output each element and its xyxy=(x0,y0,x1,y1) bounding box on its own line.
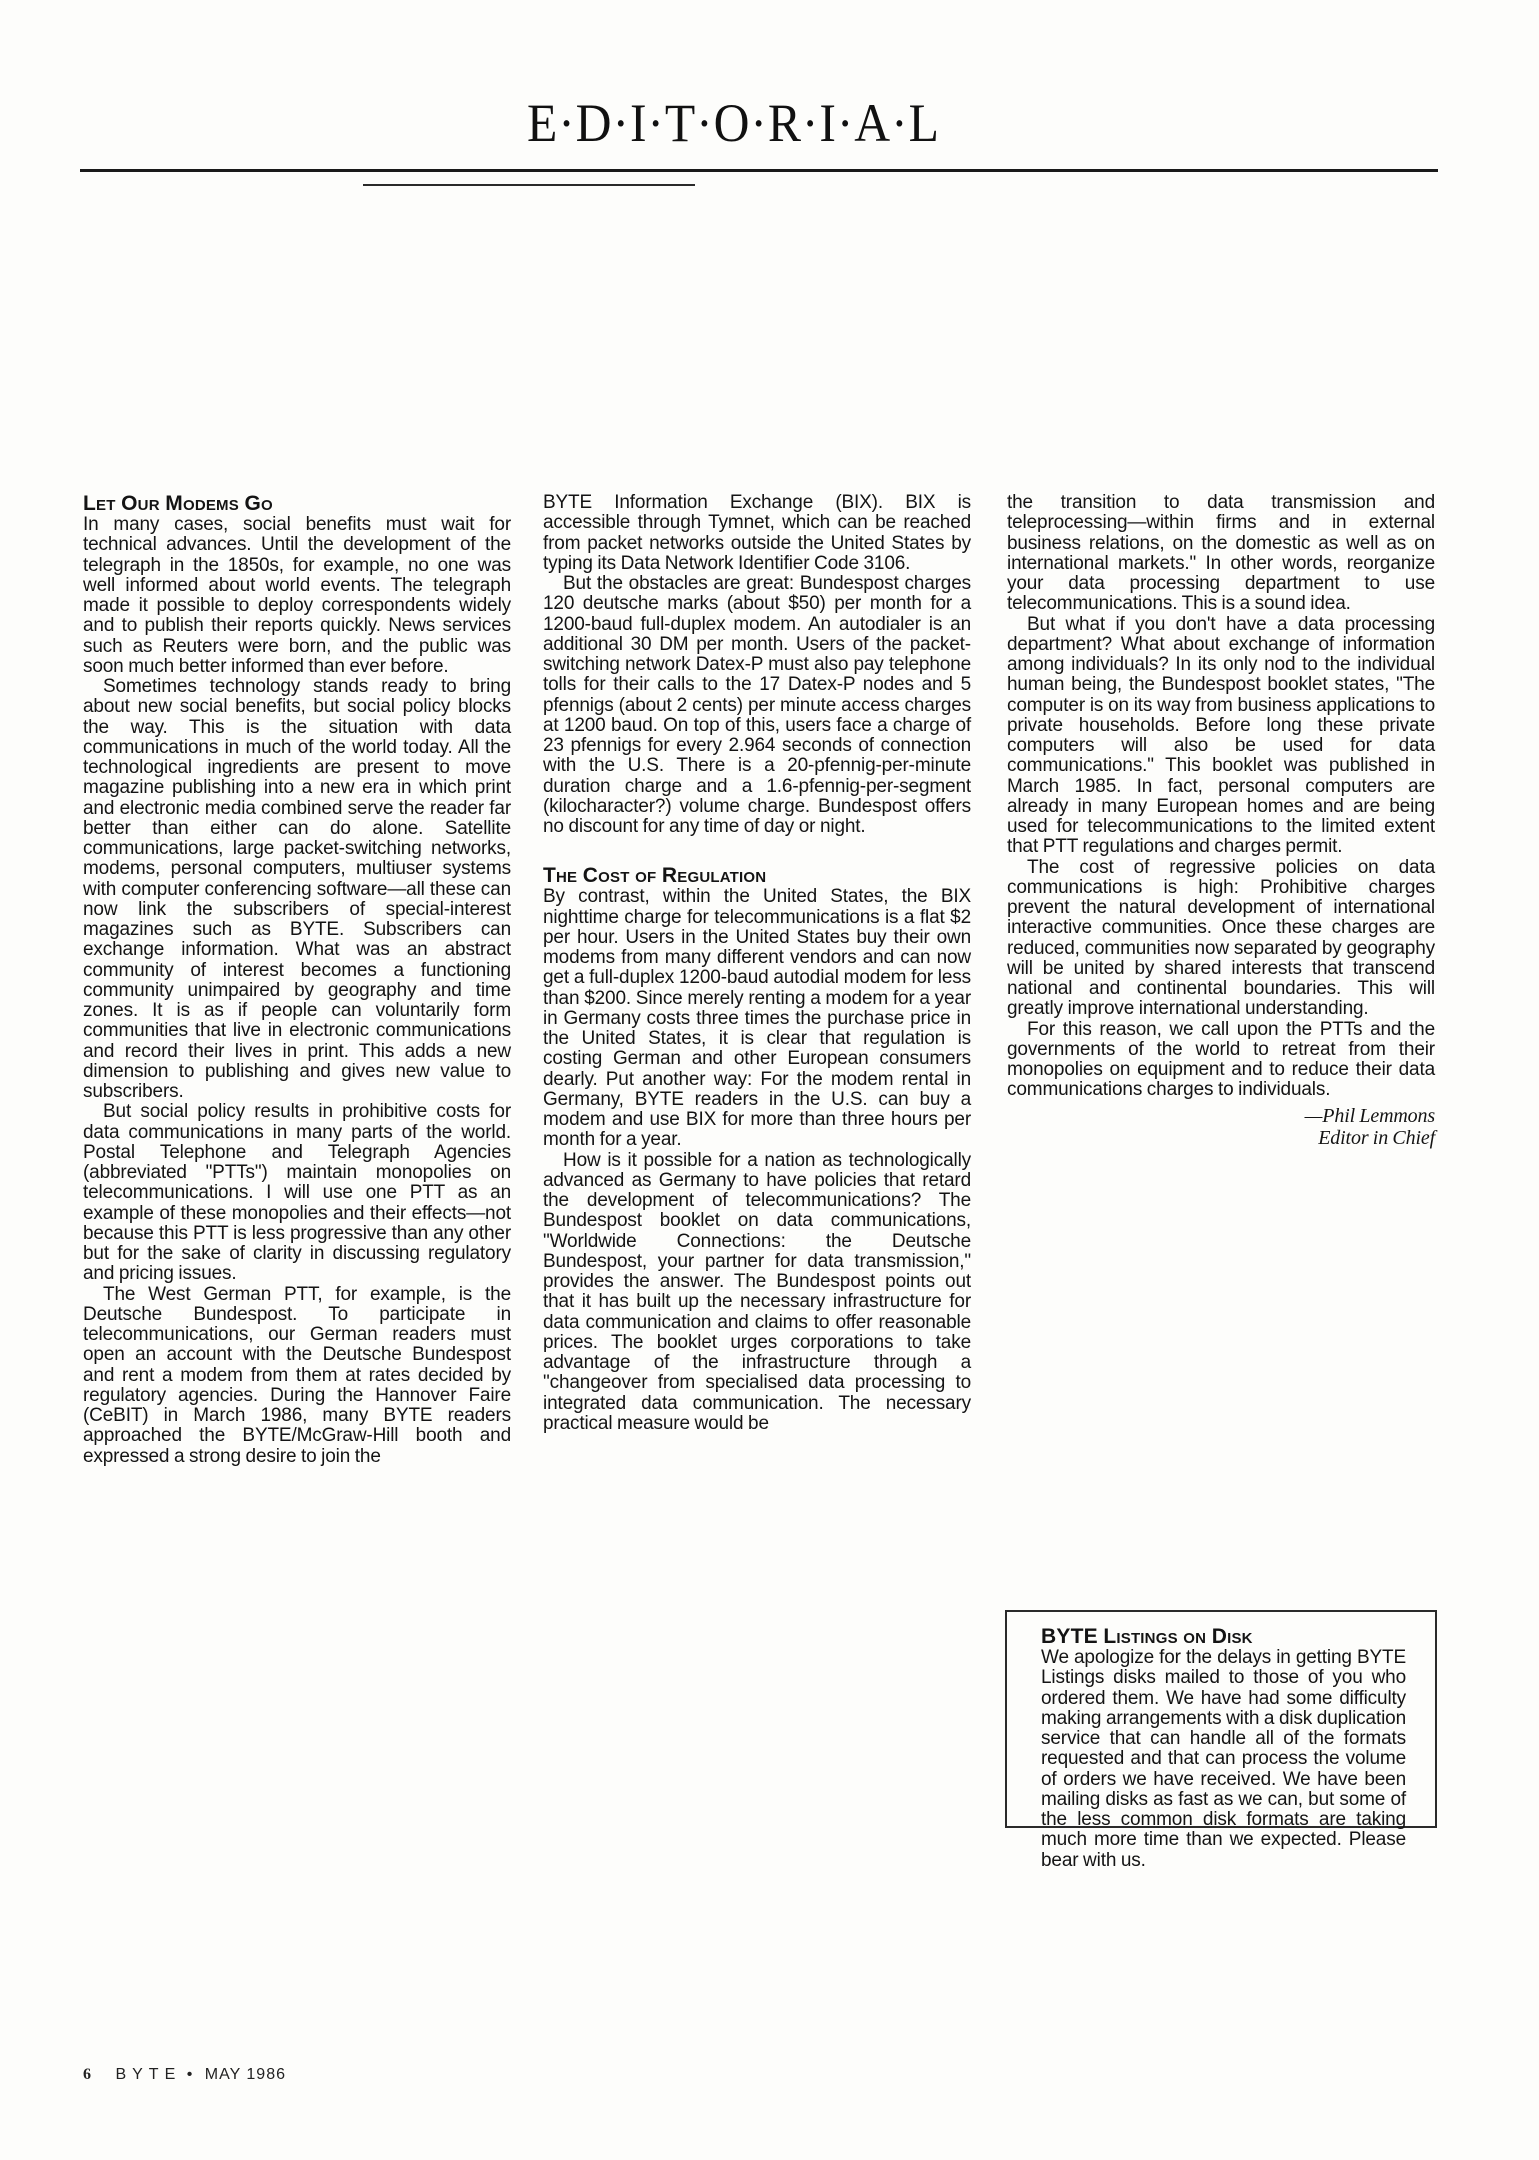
paragraph: But social policy results in prohibitive costs for data communications in many parts of the world. Postal Telephone and Telegraph Agencies (abbreviated "PTTs") maintain monopolies on telecommunications. I will use one PTT as an example of these monopolies and their effects—not because this PTT is less progressive than any other but for the sake of clarity in discussing regulatory and pricing issues. xyxy=(83,1101,511,1285)
paragraph: The West German PTT, for example, is the Deutsche Bundespost. To participate in telecommunications, our German readers must open an account with the Deutsche Bundespost and rent a modem from them at rates decided by regulatory agencies. During the Hannover Faire (CeBIT) in March 1986, many BYTE readers approached the BYTE/McGraw-Hill booth and expressed a strong desire to join the xyxy=(83,1283,511,1467)
page-footer xyxy=(83,2066,286,2084)
paragraph: the transition to data transmission and teleprocessing—within firms and in external business relations, on the domestic as well as on international markets." In other words, reorganize your data processing department to use telecommunications. This is a sound idea. xyxy=(1007,492,1435,615)
column-1 xyxy=(83,493,511,1467)
paragraph: How is it possible for a nation as technologically advanced as Germany to have policies that retard the development of telecommunications? The Bundespost booklet on data communications, "Worldwide Connections: the Deutsche Bundespost, your partner for data transmission," provides the answer. The Bundespost points out that it has built up the necessary infrastructure for data communication and claims to offer reasonable prices. The booklet urges corporations to take advantage of the infrastructure through a "changeover from specialised data processing to integrated data communication. The necessary practical measure would be xyxy=(543,1149,971,1434)
notice-body: We apologize for the delays in getting BYTE Listings disks mailed to those of you who ordered them. We have had some difficulty making arrangements with a disk duplication service that can handle all of the formats requested and that can process the volume of orders we have received. We have been mailing disks as fast as we can, but some of the less common disk formats are taking much more time than we expected. Please bear with us. xyxy=(1041,1647,1406,1871)
masthead xyxy=(0,93,1539,153)
author-signature xyxy=(1007,1105,1435,1149)
magazine-name: BYTE xyxy=(115,2066,182,2083)
masthead-short-rule xyxy=(363,184,695,186)
section-heading-let-our-modems-go: Let Our Modems Go xyxy=(83,492,273,515)
section-heading-cost-of-regulation: The Cost of Regulation xyxy=(543,864,767,888)
notice-heading: BYTE Listings on Disk xyxy=(1041,1625,1253,1648)
masthead-rule xyxy=(80,169,1438,172)
paragraph: The cost of regressive policies on data communications is high: Prohibitive charges prevent the natural development of international interactive communities. Once these charges are reduced, communities now separated by geography will be united by shared interests that transcend national and continental boundaries. This will greatly improve international understanding. xyxy=(1007,856,1435,1020)
author-name: —Phil Lemmons xyxy=(1304,1104,1435,1127)
paragraph: But what if you don't have a data processing department? What about exchange of information among individuals? In its only nod to the individual human being, the Bundespost booklet states, "The computer is on its way from business applications to private households. Before long these private computers will also be used for data communications." This booklet was published in March 1985. In fact, personal computers are already in many European homes and are being used for telecommunications to the limited extent that PTT regulations and charges permit. xyxy=(1007,613,1435,858)
paragraph: By contrast, within the United States, the BIX nighttime charge for telecommunications is a flat $2 per hour. Users in the United States buy their own modems from many different vendors and can now get a full-duplex 1200-baud autodial modem for less than $200. Since merely renting a modem for a year in Germany costs three times the purchase price in the United States, it is clear that regulation is costing German and other European consumers dearly. Put another way: For the modem rental in Germany, BYTE readers in the U.S. can buy a modem and use BIX for more than three hours per month for a year. xyxy=(543,886,971,1151)
paragraph: BYTE Information Exchange (BIX). BIX is accessible through Tymnet, which can be reached from packet networks outside the United States by typing its Data Network Identifier Code 3106. xyxy=(543,492,971,574)
column-3 xyxy=(1007,493,1435,1149)
column-2 xyxy=(543,493,971,1434)
page-number: 6 xyxy=(83,2066,92,2083)
paragraph: But the obstacles are great: Bundespost charges 120 deutsche marks (about $50) per month for a 1200-baud full-duplex modem. An autodialer is an additional 30 DM per month. Users of the packet-switching network Datex-P must also pay telephone tolls for their calls to the 17 Datex-P nodes and 5 pfennigs (about 2 cents) per minute access charges at 1200 baud. On top of this, users face a charge of 23 pfennigs for every 2.964 seconds of connection with the U.S. There is a 20-pfennig-per-minute duration charge and a 1.6-pfennig-per-segment (kilocharacter?) volume charge. Bundespost offers no discount for any time of day or night. xyxy=(543,573,971,837)
paragraph: In many cases, social benefits must wait for technical advances. Until the development of the telegraph in the 1850s, for example, no one was well informed about world events. The telegraph made it possible to deploy correspondents widely and to publish their reports quickly. News services such as Reuters were born, and the public was soon much better informed than ever before. xyxy=(83,514,511,677)
paragraph: Sometimes technology stands ready to bring about new social benefits, but social policy blocks the way. This is the situation with data communications in much of the world today. All the technological ingredients are present to move magazine publishing into a new era in which print and electronic media combined serve the reader far better than either can do alone. Satellite communications, large packet-switching networks, modems, personal computers, multiuser systems with computer conferencing software—all these can now link the subscribers of special-interest magazines such as BYTE. Subscribers can exchange information. What was an abstract community of interest becomes a functioning community unimpaired by geography and time zones. It is as if people can voluntarily form communities that live in electronic communications and record their lives in print. This adds a new dimension to publishing and gives new value to subscribers. xyxy=(83,676,511,1102)
issue-date: MAY 1986 xyxy=(204,2066,286,2083)
section-title: E·D·I·T·O·R·I·A·L xyxy=(527,93,940,153)
paragraph: For this reason, we call upon the PTTs and the governments of the world to retreat from their monopolies on equipment and to reduce their data communications charges to individuals. xyxy=(1007,1018,1435,1101)
notice-box xyxy=(1005,1610,1437,1871)
author-title: Editor in Chief xyxy=(1318,1126,1435,1149)
footer-separator: • xyxy=(186,2066,194,2083)
